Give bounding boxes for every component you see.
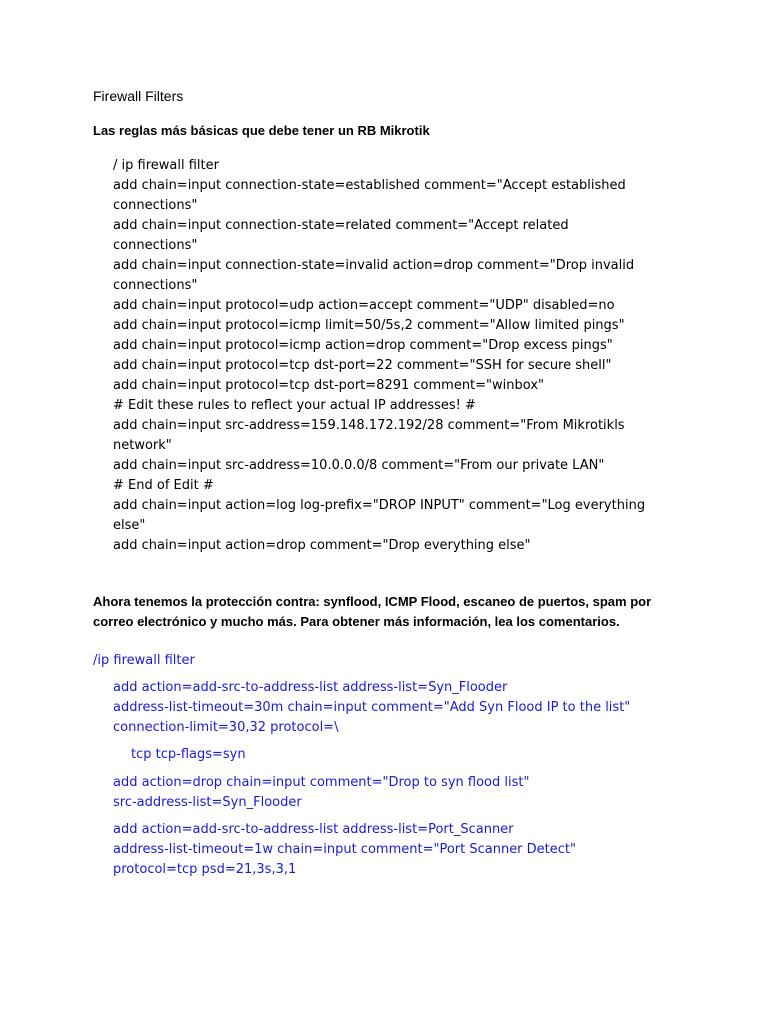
code-line: add chain=input protocol=icmp action=drop comment="Drop excess pings" <box>113 338 613 353</box>
firewall-rules-basic <box>113 156 703 556</box>
code-line: connection-limit=30,32 protocol=\ <box>113 720 339 735</box>
syn-flood-continuation: tcp tcp-flags=syn <box>131 747 246 762</box>
code-line: add chain=input action=log log-prefix="DROP INPUT" comment="Log everything <box>113 498 646 513</box>
code-line: add chain=input connection-state=invalid action=drop comment="Drop invalid <box>113 258 635 273</box>
code-line: src-address-list=Syn_Flooder <box>113 795 302 810</box>
code-line: add action=add-src-to-address-list address-list=Port_Scanner <box>113 822 514 837</box>
code-line: else" <box>113 518 146 533</box>
code-line: connections" <box>113 278 198 293</box>
code-line: add chain=input protocol=udp action=accept comment="UDP" disabled=no <box>113 298 615 313</box>
port-scanner-rule <box>113 820 576 880</box>
paragraph-line: Ahora tenemos la protección contra: synflood, ICMP Flood, escaneo de puertos, spam por <box>93 594 652 609</box>
code-line: # End of Edit # <box>113 478 214 493</box>
code-line: add chain=input src-address=159.148.172.192/28 comment="From Mikrotikls <box>113 418 625 433</box>
code-line: add action=drop chain=input comment="Drop to syn flood list" <box>113 775 530 790</box>
code-line: address-list-timeout=30m chain=input comment="Add Syn Flood IP to the list" <box>113 700 631 715</box>
protection-paragraph <box>93 592 693 632</box>
code-line: add chain=input connection-state=related comment="Accept related <box>113 218 569 233</box>
code-line: add action=add-src-to-address-list address-list=Syn_Flooder <box>113 680 508 695</box>
code-line: address-list-timeout=1w chain=input comment="Port Scanner Detect" <box>113 842 576 857</box>
code-line: add chain=input protocol=tcp dst-port=8291 comment="winbox" <box>113 378 544 393</box>
drop-syn-flood-rule <box>113 773 529 813</box>
code-line: add chain=input protocol=tcp dst-port=22 comment="SSH for secure shell" <box>113 358 612 373</box>
code-line: add chain=input protocol=icmp limit=50/5s,2 comment="Allow limited pings" <box>113 318 625 333</box>
code-line: protocol=tcp psd=21,3s,3,1 <box>113 862 297 877</box>
code-line: connections" <box>113 238 198 253</box>
code-line: add chain=input connection-state=established comment="Accept established <box>113 178 626 193</box>
code-line: network" <box>113 438 172 453</box>
code-line: add chain=input action=drop comment="Drop everything else" <box>113 538 531 553</box>
code-line: / ip firewall filter <box>113 158 219 173</box>
code-line: add chain=input src-address=10.0.0.0/8 comment="From our private LAN" <box>113 458 605 473</box>
syn-flood-rule <box>113 678 630 738</box>
section2-header: /ip firewall filter <box>93 653 195 668</box>
document-subtitle: Las reglas más básicas que debe tener un RB Mikrotik <box>93 123 430 138</box>
code-line: connections" <box>113 198 198 213</box>
paragraph-line: correo electrónico y mucho más. Para obtener más información, lea los comentarios. <box>93 614 620 629</box>
code-line: # Edit these rules to reflect your actual IP addresses! # <box>113 398 476 413</box>
document-title: Firewall Filters <box>93 88 184 104</box>
